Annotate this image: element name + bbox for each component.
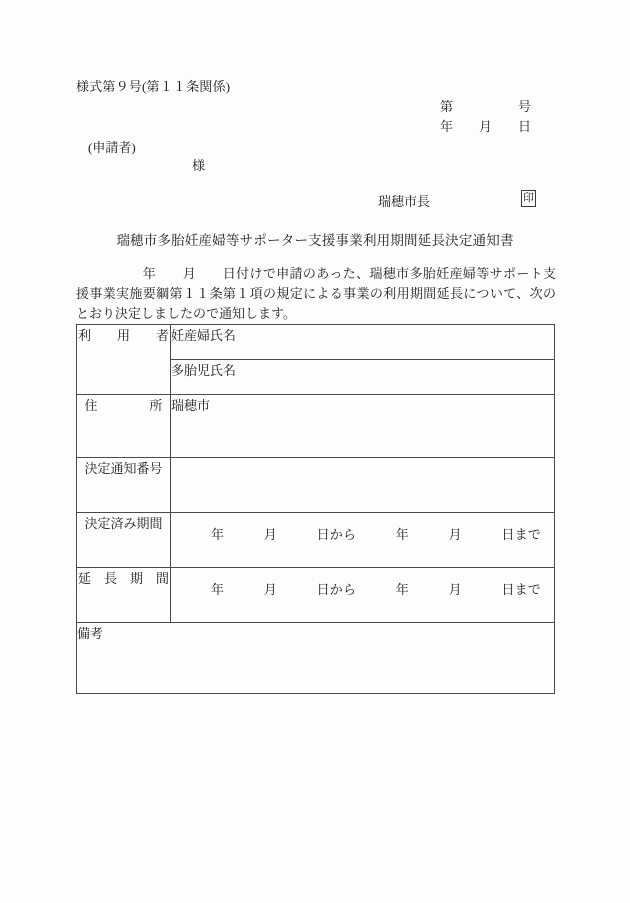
address-value-text: 瑞穂市: [171, 398, 211, 413]
cell-decided-period-value: [171, 513, 555, 568]
page-title: 瑞穂市多胎妊産婦等サポーター支援事業利用期間延長決定通知書: [116, 233, 514, 248]
cell-pregnant-woman-name: [171, 325, 555, 360]
table-row-decided-period: [77, 513, 555, 568]
row-label-decided-period: 決定済み期間: [77, 513, 171, 568]
applicant-label: (申請者): [88, 140, 136, 155]
cell-extension-period-value: [171, 568, 555, 623]
row-label-address: 住 所: [77, 395, 171, 458]
form-number: 様式第９号(第１１条関係): [76, 79, 231, 94]
body-paragraph: 年 月 日付けで申請のあった、瑞穂市多胎妊産婦等サポート支援事業実施要綱第１１条第１項の規定による事業の利用期間延長について、次のとおり決定しましたので通知します。: [76, 266, 556, 321]
table-row-address: [77, 395, 555, 458]
table-row-extension-period: [77, 568, 555, 623]
label-remarks: 備考: [77, 626, 104, 641]
row-label-user: 利 用 者: [77, 325, 171, 395]
issuer-name: 瑞穂市長: [378, 194, 431, 209]
document-number-field: 第 号: [440, 99, 532, 114]
document-date-field: 年 月 日: [440, 119, 532, 134]
applicant-honorific: 様: [192, 158, 206, 173]
table-row-user: [77, 325, 555, 360]
decided-period-text: 年 月 日から 年 月 日まで: [211, 527, 542, 542]
seal-stamp-box: 印: [521, 190, 536, 207]
label-multiple-birth-children-name: 多胎児氏名: [171, 363, 237, 378]
cell-notice-number-value: [171, 458, 555, 513]
notification-details-table: [76, 324, 555, 694]
row-label-extension-period: 延 長 期 間: [77, 568, 171, 623]
cell-remarks: [77, 623, 555, 694]
cell-multiple-birth-children-name: [171, 360, 555, 395]
cell-address-value: [171, 395, 555, 458]
table-row-remarks: [77, 623, 555, 694]
table-row-notice-number: [77, 458, 555, 513]
extension-period-text: 年 月 日から 年 月 日まで: [211, 582, 542, 597]
row-label-notice-number: 決定通知番号: [77, 458, 171, 513]
label-pregnant-woman-name: 妊産婦氏名: [171, 328, 237, 343]
